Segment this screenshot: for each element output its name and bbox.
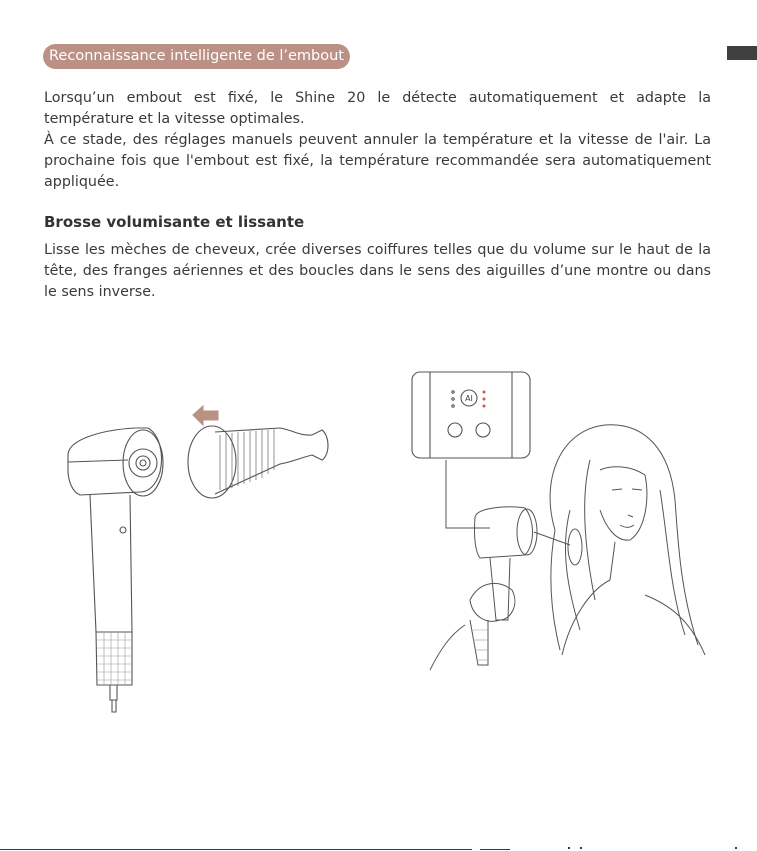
ai-button-label: AI (465, 394, 473, 403)
woman-using-dryer-illustration (430, 420, 705, 675)
brush-heading: Brosse volumisante et lissante (44, 213, 305, 231)
page-tab-marker (727, 46, 757, 60)
intro-line-2: À ce stade, des réglages manuels peuvent annuler la température et la vitesse de l'air. La prochaine fois que l'embout est fixé, la température recommandée sera automatiquement appliquée. (44, 132, 711, 190)
footer-marks (480, 846, 757, 851)
footer-rule (0, 849, 472, 850)
intro-line-1: Lorsqu’un embout est fixé, le Shine 20 le détecte automatiquement et adapte la température et la vitesse optimales. (44, 90, 711, 127)
section-title-pill: Reconnaissance intelligente de l’embout (43, 44, 350, 69)
dryer-brush-illustration (60, 400, 340, 720)
intro-paragraph (44, 88, 711, 193)
brush-description: Lisse les mèches de cheveux, crée diverses coiffures telles que du volume sur le haut de la tête, des franges aériennes et des boucles dans le sens des aiguilles d’une montre ou dans le sens inverse. (44, 242, 711, 300)
